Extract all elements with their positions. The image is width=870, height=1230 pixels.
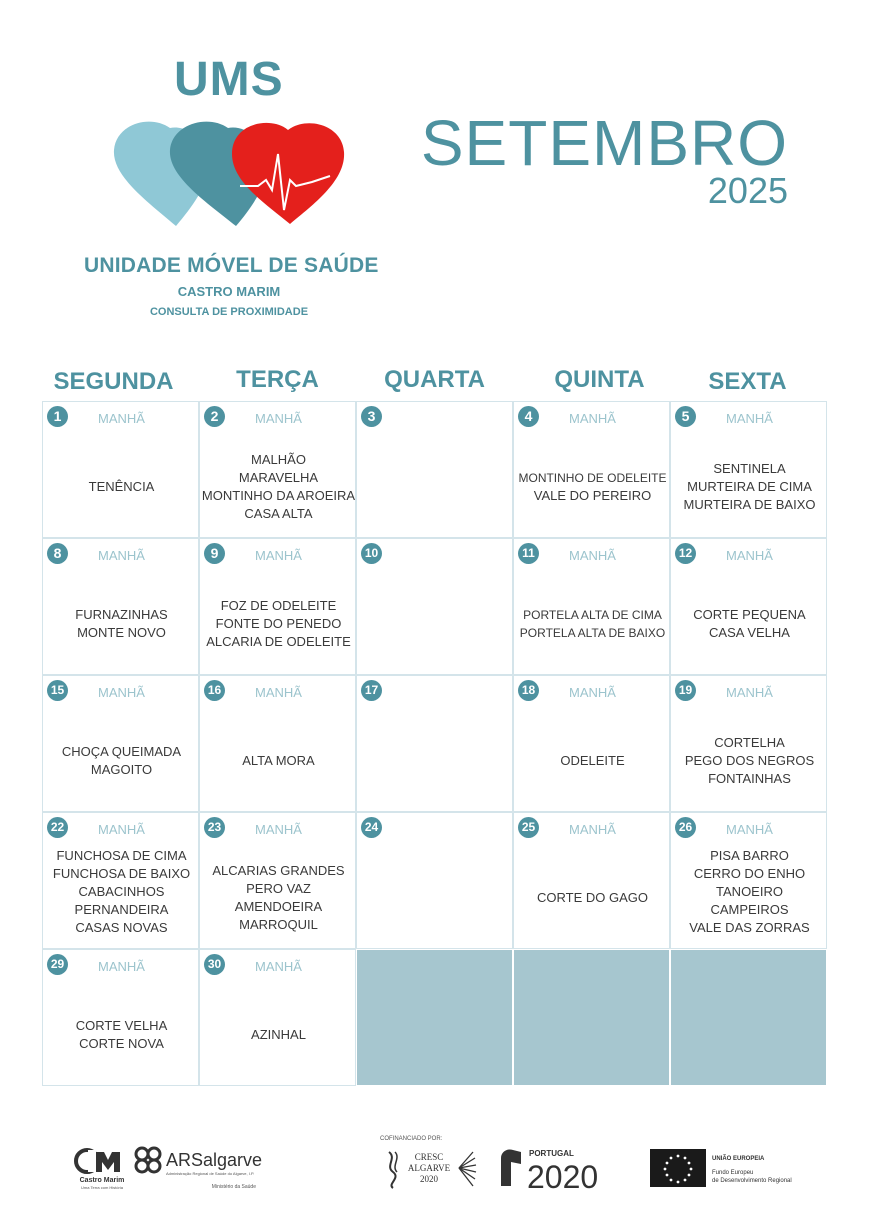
place-name: PORTELA ALTA DE BAIXO	[519, 626, 666, 640]
dayhead-terca: TERÇA	[236, 366, 319, 393]
day-number-badge: 2	[204, 406, 225, 427]
p2020-label: 2020	[527, 1159, 599, 1190]
place-name: FUNCHOSA DE BAIXO	[52, 866, 191, 881]
place-name: CORTE VELHA	[75, 1018, 168, 1033]
place-name: CABACINHOS	[78, 884, 165, 899]
places-list	[200, 752, 357, 770]
places-list	[671, 460, 828, 514]
period-label: MANHÃ	[98, 959, 145, 974]
places-list	[200, 1026, 357, 1044]
calendar-cell-empty	[356, 949, 513, 1086]
places-list	[200, 451, 357, 523]
place-name: CORTE DO GAGO	[537, 890, 648, 905]
period-label: MANHÃ	[98, 548, 145, 563]
dayhead-segunda: SEGUNDA	[53, 368, 174, 395]
place-name: MURTEIRA DE BAIXO	[683, 497, 816, 512]
place-name: PERNANDEIRA	[74, 902, 169, 917]
calendar-cell-18	[513, 675, 670, 812]
places-list	[514, 752, 671, 770]
calendar-cell-11	[513, 538, 670, 675]
period-label: MANHÃ	[255, 548, 302, 563]
calendar-cell-8	[42, 538, 199, 675]
day-number-badge: 9	[204, 543, 225, 564]
places-list	[43, 743, 200, 779]
day-number-badge: 12	[675, 543, 696, 564]
dayhead-sexta: SEXTA	[708, 368, 787, 395]
place-name: MARROQUIL	[239, 917, 318, 932]
places-list	[43, 847, 200, 937]
eu-fund-line2: de Desenvolvimento Regional	[712, 1178, 792, 1184]
ars-algarve-logo-icon	[132, 1144, 262, 1192]
place-name: ALCARIAS GRANDES	[212, 863, 345, 878]
period-label: MANHÃ	[255, 822, 302, 837]
ars-name: ARSalgarve	[166, 1150, 262, 1170]
place-name: MAGOITO	[90, 762, 153, 777]
castro-marim-tagline: Uma Terra com História	[81, 1185, 123, 1190]
calendar-cell-empty	[513, 949, 670, 1086]
place-name: ALCARIA DE ODELEITE	[206, 634, 351, 649]
calendar-cell-26	[670, 812, 827, 949]
place-name: MURTEIRA DE CIMA	[687, 479, 812, 494]
year-title: 2025	[707, 170, 788, 211]
day-number-badge: 23	[204, 817, 225, 838]
places-list	[671, 734, 828, 788]
calendar-cell-22	[42, 812, 199, 949]
period-label: MANHÃ	[255, 685, 302, 700]
calendar-cell-9	[199, 538, 356, 675]
ums-logo-text: UMS	[174, 53, 284, 106]
day-number-badge: 10	[361, 543, 382, 564]
place-name: MONTINHO DA AROEIRA	[201, 488, 356, 503]
day-number-badge: 18	[518, 680, 539, 701]
calendar-cell-3	[356, 401, 513, 538]
dayhead-quarta: QUARTA	[384, 366, 485, 393]
calendar-cell-16	[199, 675, 356, 812]
castro-marim-logo-icon	[74, 1146, 130, 1192]
place-name: MALHÃO	[251, 452, 306, 467]
period-label: MANHÃ	[98, 685, 145, 700]
calendar-cell-1	[42, 401, 199, 538]
place-name: CAMPEIROS	[710, 902, 789, 917]
place-name: FUNCHOSA DE CIMA	[56, 848, 187, 863]
day-number-badge: 11	[518, 543, 539, 564]
calendar-cell-29	[42, 949, 199, 1086]
calendar-cell-5	[670, 401, 827, 538]
day-number-badge: 8	[47, 543, 68, 564]
period-label: MANHÃ	[569, 548, 616, 563]
places-list	[43, 478, 200, 496]
place-name: MONTE NOVO	[77, 625, 166, 640]
place-name: ODELEITE	[560, 753, 625, 768]
places-list	[43, 606, 200, 642]
places-list	[671, 847, 828, 937]
day-number-badge: 4	[518, 406, 539, 427]
place-name: PERO VAZ	[246, 881, 311, 896]
period-label: MANHÃ	[98, 411, 145, 426]
place-name: FURNAZINHAS	[75, 607, 168, 622]
places-list	[671, 606, 828, 642]
portugal-label: PORTUGAL	[529, 1149, 574, 1158]
cofinanced-label: COFINANCIADO POR:	[380, 1136, 443, 1142]
place-name: VALE DAS ZORRAS	[689, 920, 810, 935]
castro-marim-name: Castro Marim	[79, 1177, 125, 1184]
eu-title: UNIÃO EUROPEIA	[712, 1156, 765, 1162]
day-number-badge: 25	[518, 817, 539, 838]
place-name: SENTINELA	[713, 461, 786, 476]
place-name: AZINHAL	[251, 1027, 306, 1042]
eu-fund-line1: Fundo Europeu	[712, 1170, 754, 1176]
calendar-cell-17	[356, 675, 513, 812]
period-label: MANHÃ	[98, 822, 145, 837]
place-name: ALTA MORA	[242, 753, 315, 768]
day-number-badge: 24	[361, 817, 382, 838]
period-label: MANHÃ	[726, 822, 773, 837]
portugal-2020-logo-icon	[497, 1146, 627, 1190]
place-name: CHOÇA QUEIMADA	[61, 744, 182, 759]
calendar-grid	[42, 401, 828, 1087]
period-label: MANHÃ	[569, 822, 616, 837]
places-list	[200, 597, 357, 651]
period-label: MANHÃ	[726, 411, 773, 426]
place-name: PEGO DOS NEGROS	[684, 753, 815, 768]
day-number-badge: 19	[675, 680, 696, 701]
place-name: CORTELHA	[714, 735, 785, 750]
place-name: FOZ DE ODELEITE	[220, 598, 337, 613]
calendar-cell-empty	[670, 949, 827, 1086]
logo-tagline: CONSULTA DE PROXIMIDADE	[149, 306, 309, 318]
hearts-logo-icon	[108, 120, 348, 230]
calendar-cell-12	[670, 538, 827, 675]
place-name: AMENDOEIRA	[234, 899, 323, 914]
place-name: CORTE NOVA	[79, 1036, 164, 1051]
place-name: MONTINHO DE ODELEITE	[518, 471, 667, 485]
eu-logo-icon	[650, 1147, 810, 1189]
day-number-badge: 22	[47, 817, 68, 838]
place-name: CORTE PEQUENA	[693, 607, 806, 622]
place-name: CERRO DO ENHO	[693, 866, 806, 881]
place-name: FONTE DO PENEDO	[215, 616, 342, 631]
place-name: CASA ALTA	[244, 506, 313, 521]
calendar-cell-30	[199, 949, 356, 1086]
day-number-badge: 15	[47, 680, 68, 701]
calendar-cell-23	[199, 812, 356, 949]
logo-subtitle: CASTRO MARIM	[177, 284, 281, 299]
ars-subtitle: Administração Regional de Saúde do Algarve, I.P.	[166, 1171, 255, 1176]
period-label: MANHÃ	[726, 685, 773, 700]
places-list	[514, 469, 671, 505]
place-name: FONTAINHAS	[708, 771, 791, 786]
place-name: TENÊNCIA	[88, 479, 155, 494]
place-name: PORTELA ALTA DE CIMA	[523, 608, 662, 622]
logo-title: UNIDADE MÓVEL DE SAÚDE	[84, 254, 379, 277]
places-list	[514, 889, 671, 907]
cresc-line3: 2020	[420, 1174, 438, 1184]
day-number-badge: 17	[361, 680, 382, 701]
places-list	[43, 1017, 200, 1053]
cresc-line2: ALGARVE	[407, 1163, 451, 1173]
day-number-badge: 30	[204, 954, 225, 975]
period-label: MANHÃ	[569, 411, 616, 426]
places-list	[200, 862, 357, 934]
day-number-badge: 16	[204, 680, 225, 701]
place-name: TANOEIRO	[716, 884, 783, 899]
calendar-cell-25	[513, 812, 670, 949]
calendar-cell-10	[356, 538, 513, 675]
places-list	[514, 606, 671, 642]
day-number-badge: 29	[47, 954, 68, 975]
dayhead-quinta: QUINTA	[554, 366, 645, 393]
period-label: MANHÃ	[569, 685, 616, 700]
period-label: MANHÃ	[255, 959, 302, 974]
place-name: VALE DO PEREIRO	[533, 488, 652, 503]
calendar-cell-19	[670, 675, 827, 812]
period-label: MANHÃ	[255, 411, 302, 426]
day-number-badge: 1	[47, 406, 68, 427]
place-name: MARAVELHA	[238, 470, 319, 485]
place-name: CASA VELHA	[709, 625, 790, 640]
calendar-cell-4	[513, 401, 670, 538]
calendar-cell-2	[199, 401, 356, 538]
calendar-cell-15	[42, 675, 199, 812]
cresc-algarve-logo-icon	[383, 1148, 477, 1190]
day-number-badge: 3	[361, 406, 382, 427]
place-name: CASAS NOVAS	[75, 920, 168, 935]
calendar-cell-24	[356, 812, 513, 949]
ministry-label: Ministério da Saúde	[211, 1184, 256, 1190]
day-number-badge: 26	[675, 817, 696, 838]
month-title: SETEMBRO	[420, 107, 788, 179]
period-label: MANHÃ	[726, 548, 773, 563]
cresc-line1: CRESC	[414, 1152, 444, 1162]
day-number-badge: 5	[675, 406, 696, 427]
place-name: PISA BARRO	[710, 848, 789, 863]
